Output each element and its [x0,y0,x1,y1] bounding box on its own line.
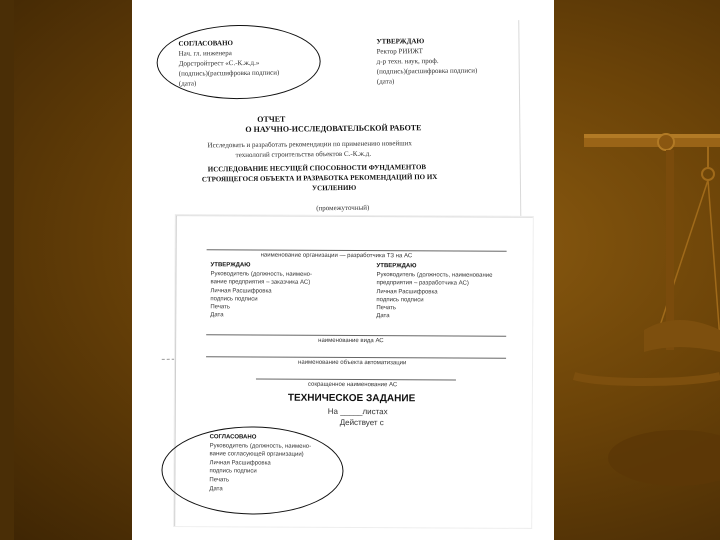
spec-title: ТЕХНИЧЕСКОЕ ЗАДАНИЕ [287,392,416,405]
slide-left-band [0,0,14,540]
confirmed-line: (подпись)(расшифровка подписи) [376,66,478,76]
org-rule [207,249,507,252]
short-rule [256,378,456,380]
approved-line: (дата) [178,79,197,88]
approved-title: СОГЛАСОВАНО [178,39,233,48]
right-approve-line: предприятия – разработчика АС) [376,280,469,287]
topic-line: Исследовать и разработать рекомендации по применению новейших [207,139,412,150]
work-line: УСИЛЕНИЮ [311,183,357,193]
org-line: наименование организации — разработчика ТЗ на АС [260,252,413,260]
confirmed-line: (дата) [376,77,395,86]
topic-line: технологий строительства объектов С.-К.ж.д. [235,149,372,160]
confirmed-line: д-р техн. наук, проф. [376,56,439,66]
agreed-title: СОГЛАСОВАНО [209,434,257,441]
confirmed-line: Ректор РИИЖТ [376,47,423,56]
work-line: ИССЛЕДОВАНИЕ НЕСУЩЕЙ СПОСОБНОСТИ ФУНДАМЕНТОВ [207,163,427,174]
report-subtitle: О НАУЧНО-ИССЛЕДОВАТЕЛЬСКОЙ РАБОТЕ [245,123,422,134]
left-approve-line: Личная Расшифровка [210,288,272,295]
agreed-line: Руководитель (должность, наимено- [209,443,312,450]
right-approve-line: подпись подписи [376,297,424,304]
confirmed-title: УТВЕРЖДАЮ [376,37,425,46]
object-line: наименование объекта автоматизации [298,359,407,367]
agreed-line: подпись подписи [209,468,257,475]
agreed-line: Дата [209,486,223,493]
type-rule [206,334,506,337]
valid-from-line: Действует с [339,417,384,428]
left-approve-line: Руководитель (должность, наимено- [210,271,313,278]
agreed-line: Печать [209,477,230,484]
approved-line: Дорстройтрест «С.-К.ж.д.» [178,58,260,68]
type-line: наименование вида АС [318,337,384,345]
approved-line: Нач. гл. инженера [178,49,232,58]
agreed-line: Личная Расшифровка [209,460,271,467]
right-approve-line: Печать [376,305,397,312]
object-rule [206,356,506,359]
scales-of-justice-icon [554,120,720,520]
work-line: СТРОЯЩЕГОСЯ ОБЪЕКТА И РАЗРАБОТКА РЕКОМЕНДАЦИЙ ПО ИХ [201,172,438,184]
left-approve-line: вание предприятия – заказчика АС) [210,279,311,286]
left-approve-line: Печать [210,304,231,311]
report-title: ОТЧЕТ [257,114,286,124]
agreed-line: вание согласующей организации) [209,451,304,458]
left-approve-title: УТВЕРЖДАЮ [210,262,251,269]
approved-line: (подпись)(расшифровка подписи) [178,68,280,78]
report-stage: (промежуточный) [316,203,370,213]
left-approve-line: Дата [210,312,224,319]
sheets-line: На _____листах [327,406,388,417]
short-line: сокращенное наименование АС [307,381,398,389]
right-approve-line: Дата [376,313,390,320]
right-approve-title: УТВЕРЖДАЮ [376,263,417,270]
right-approve-line: Личная Расшифровка [376,289,438,296]
right-approve-line: Руководитель (должность, наименование [376,272,493,279]
left-approve-line: подпись подписи [210,296,258,303]
spec-title-page [174,215,533,528]
